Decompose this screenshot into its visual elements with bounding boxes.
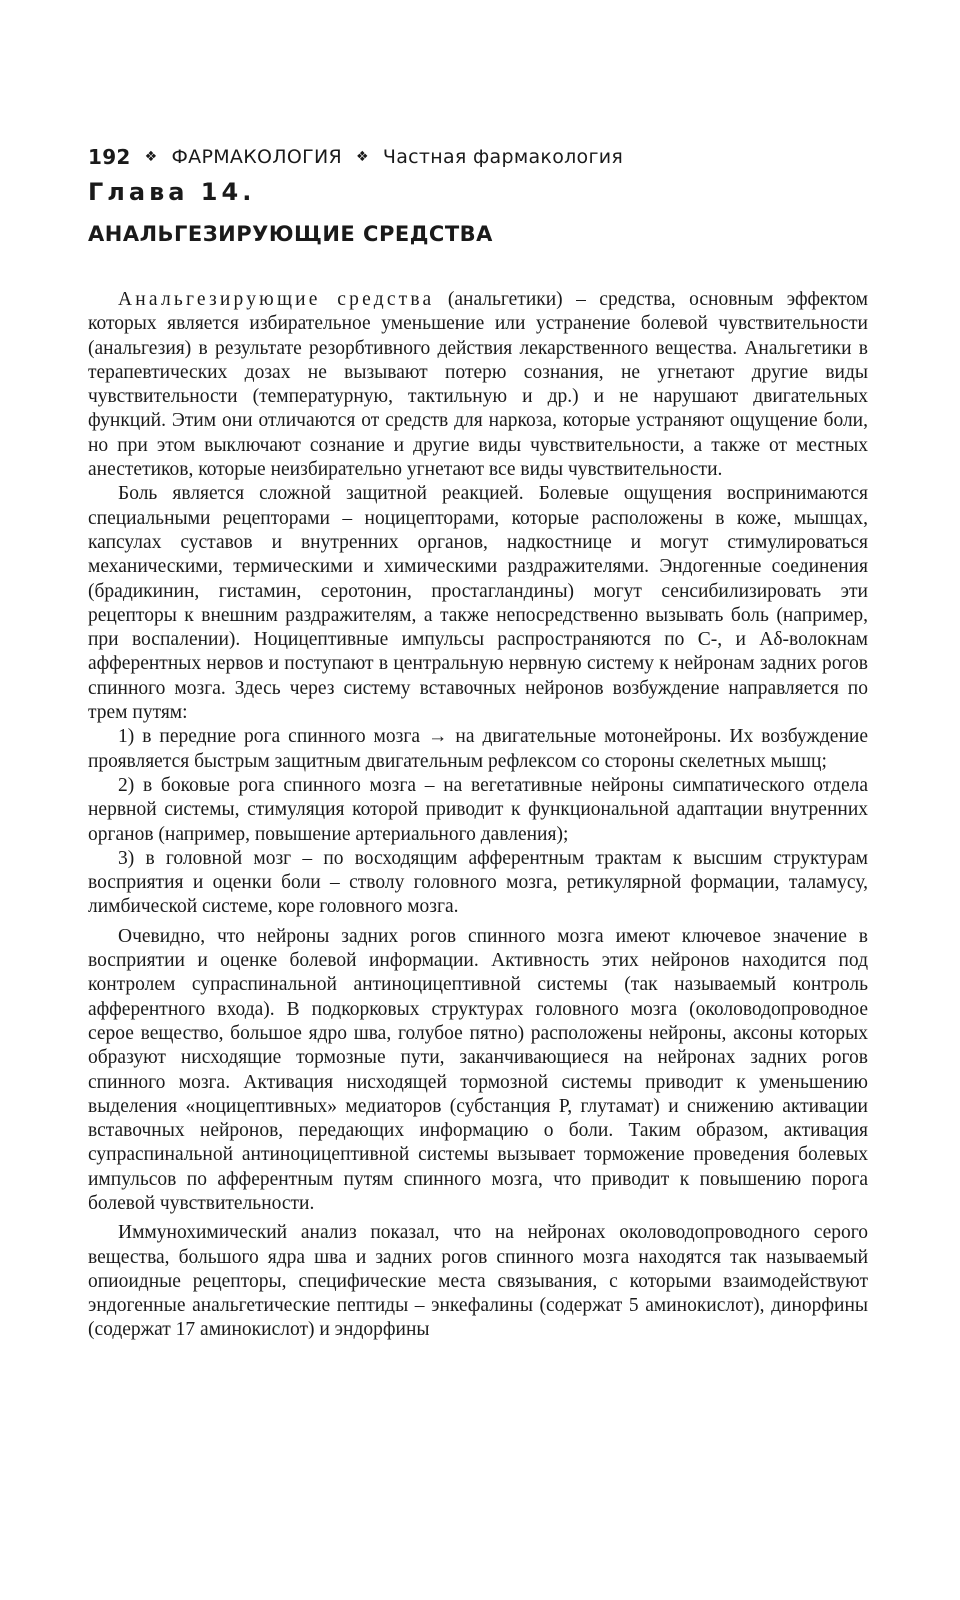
paragraph-text: (анальгетики) – средства, основным эффектом которых является избирательное уменьшение или устранение болевой чувствительности (анальгезия) в результате резорбтивного действия лекарственного вещества. Анальгетики в терапевтических дозах не вызывают потерю сознания, не угнетают другие виды чувствительности (температурную, тактильную и др.) и не нарушают двигательных функций. Этим они отличаются от средств для наркоза, которые устраняют ощущение боли, но при этом выключают сознание и другие виды чувствительности, а также от местных анестетиков, которые неизбирательно угнетают все виды чувствительности.	[88, 289, 868, 481]
subsection-title: Частная фармакология	[382, 146, 624, 168]
page-number: 192	[88, 145, 131, 169]
paragraph: Очевидно, что нейроны задних рогов спинного мозга имеют ключевое значение в восприятии и оценке болевой информации. Активность этих нейронов находится под контролем супраспинальной антиноцицептивной системы (так называемый контроль афферентного входа). В подкорковых структурах головного мозга (околоводопроводное серое вещество, большое ядро шва, голубое пятно) расположены нейроны, аксоны которых образуют нисходящие тормозные пути, заканчивающиеся на нейронах задних рогов спинного мозга. Активация нисходящей тормозной системы приводит к уменьшению выделения «ноцицептивных» медиаторов (субстанция Р, глутамат) и снижению активации вставочных нейронов, передающих информацию о боли. Таким образом, активация супраспинальной антиноцицептивной системы вызывает торможение проведения болевых импульсов по афферентным путям спинного мозга, что приводит к повышению порога болевой чувствительности.	[88, 925, 868, 1214]
paragraph	[88, 288, 868, 482]
list-item: 3) в головной мозг – по восходящим афферентным трактам к высшим структурам восприятия и оценки боли – стволу головного мозга, ретикулярной формации, таламусу, лимбической системе, коре головного мозга.	[88, 847, 868, 918]
section-title: ФАРМАКОЛОГИЯ	[171, 146, 343, 168]
chapter-title: АНАЛЬГЕЗИРУЮЩИЕ СРЕДСТВА	[88, 222, 493, 246]
book-page	[88, 142, 868, 1343]
list-item: 1) в передние рога спинного мозга → на двигательные мотонейроны. Их возбуждение проявляется быстрым защитным двигательным рефлексом со стороны скелетных мышц;	[88, 726, 868, 772]
paragraph: Иммунохимический анализ показал, что на нейронах околоводопроводного серого вещества, большого ядра шва и задних рогов спинного мозга находятся так называемый опиоидные рецепторы, специфические места связывания, с которыми взаимодействуют эндогенные анальгетические пептиды – энкефалины (содержат 5 аминокислот), динорфины (содержат 17 аминокислот) и эндорфины	[88, 1222, 868, 1341]
diamond-separator-icon: ❖	[144, 149, 158, 165]
running-header	[88, 142, 868, 172]
list-item: 2) в боковые рога спинного мозга – на вегетативные нейроны симпатического отдела нервной системы, стимуляция которой приводит к функциональной адаптации внутренних органов (например, повышение артериального давления);	[88, 774, 868, 845]
diamond-separator-icon: ❖	[356, 149, 369, 165]
defined-term: Анальгезирующие средства	[118, 289, 435, 310]
chapter-number: Глава 14.	[88, 178, 256, 206]
chapter-body	[88, 288, 868, 1343]
paragraph: Боль является сложной защитной реакцией. Болевые ощущения воспринимаются специальными рецепторами – ноцицепторами, которые расположены в коже, мышцах, капсулах суставов и внутренних органов, надкостнице и могут стимулироваться механическими, термическими и химическими раздражителями. Эндогенные соединения (брадикинин, гистамин, серотонин, простагландины) могут сенсибилизировать эти рецепторы к внешним раздражителям, а также непосредственно вызывать боль (например, при воспалении). Ноцицептивные импульсы распространяются по С-, и Аδ-волокнам афферентных нервов и поступают в центральную нервную систему к нейронам задних рогов спинного мозга. Здесь через систему вставочных нейронов возбуждение направляется по трем путям:	[88, 483, 868, 724]
